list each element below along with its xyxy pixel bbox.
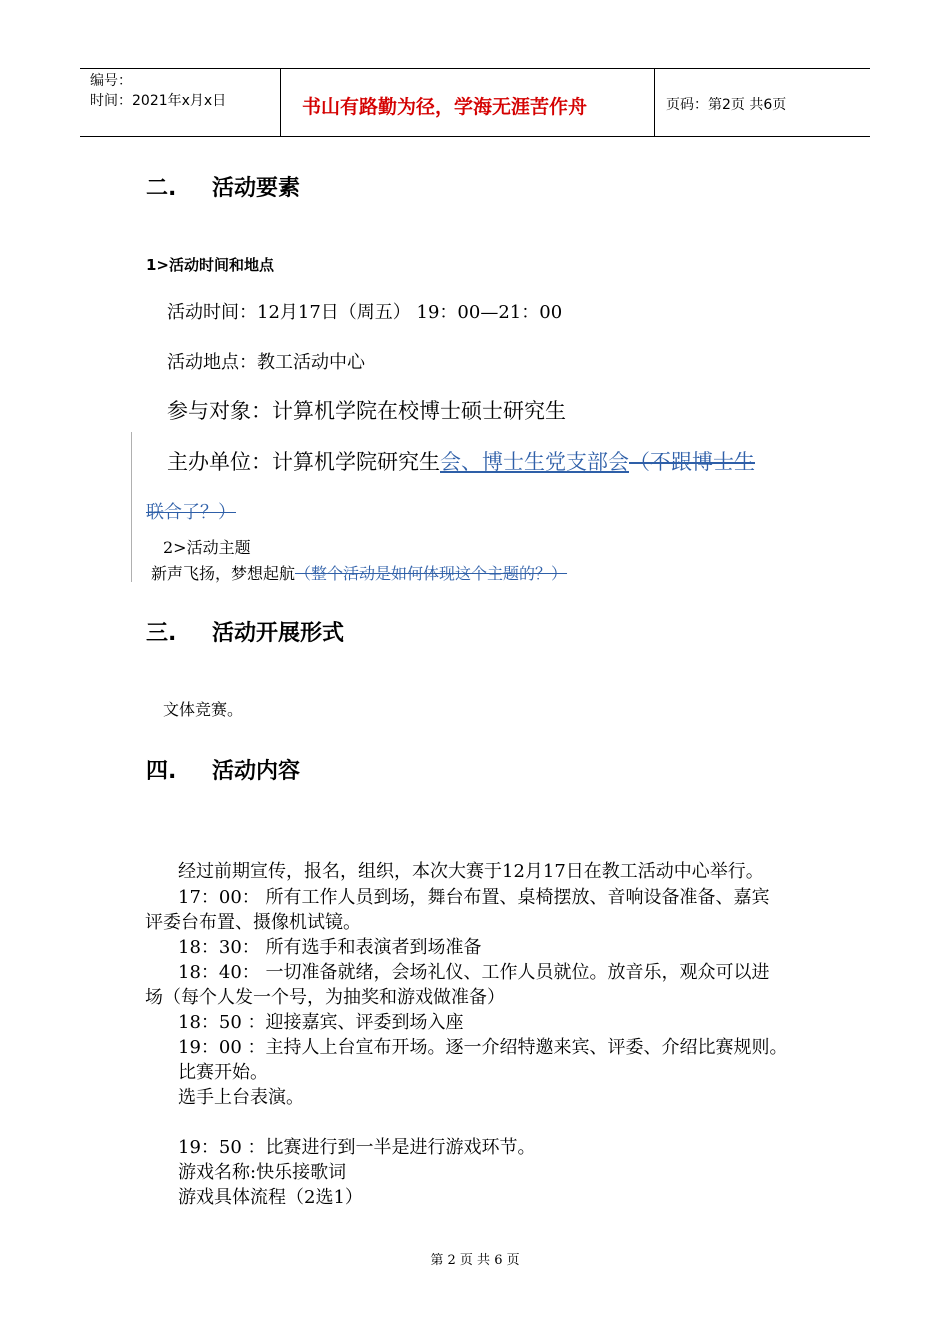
header-motto: 书山有路勤为径，学海无涯苦作舟 (302, 96, 588, 118)
deleted-text: 联合了？） (146, 502, 236, 523)
section-number: 二. (146, 176, 177, 201)
section-title: 活动内容 (212, 759, 301, 784)
divider (654, 69, 655, 136)
section-number: 四. (146, 759, 177, 784)
content-line: 经过前期宣传，报名，组织，本次大赛于12月17日在教工活动中心举行。 (178, 861, 764, 882)
content-line: 18：50 ：迎接嘉宾、评委到场入座 (178, 1012, 464, 1033)
section-number: 三. (146, 621, 177, 646)
body-text: 文体竞赛。 (163, 700, 244, 719)
section-title: 活动开展形式 (212, 621, 345, 646)
content-line: 游戏名称:快乐接歌词 (178, 1162, 347, 1183)
section-title: 活动要素 (212, 176, 301, 201)
number-label: 编号： (90, 73, 132, 89)
organizer-text: 主办单位：计算机学院研究生 (167, 450, 440, 474)
content-line: 18：30： 所有选手和表演者到场准备 (178, 937, 482, 958)
content-line: 19：00 ：主持人上台宣布开场。逐一介绍特邀来宾、评委、介绍比赛规则。 (178, 1037, 788, 1058)
time-label: 时间：2021年x月x日 (90, 93, 227, 109)
section-heading (146, 754, 300, 785)
participants: 参与对象：计算机学院在校博士硕士研究生 (167, 399, 566, 423)
section-heading (146, 616, 344, 647)
divider (280, 69, 281, 136)
theme-text: 新声飞扬，梦想起航 (151, 564, 296, 583)
revision-bar (131, 432, 132, 582)
content-line: 选手上台表演。 (178, 1087, 304, 1108)
content-line: 评委台布置、摄像机试镜。 (145, 912, 361, 933)
inserted-text: 会 (608, 450, 629, 474)
header-table (80, 68, 870, 137)
subheading-theme: 2>活动主题 (163, 538, 251, 557)
inserted-text: 会、博士生党支部 (440, 450, 608, 474)
header-page-number: 页码：第2页 共6页 (666, 97, 787, 113)
subheading: 1>活动时间和地点 (146, 256, 275, 274)
content-line: 19：50 ：比赛进行到一半是进行游戏环节。 (178, 1137, 536, 1158)
content-line: 比赛开始。 (178, 1062, 268, 1083)
content-line: 18：40： 一切准备就绪，会场礼仪、工作人员就位。放音乐，观众可以进 (178, 962, 770, 983)
organizer (167, 446, 755, 476)
theme (151, 561, 567, 584)
activity-place: 活动地点：教工活动中心 (167, 352, 365, 373)
page-footer: 第 2 页 共 6 页 (430, 1253, 520, 1268)
section-heading (146, 171, 300, 202)
deleted-text: （整个活动是如何体现这个主题的？） (295, 564, 568, 583)
content-line: 场（每个人发一个号，为抽奖和游戏做准备） (145, 987, 505, 1008)
content-line: 17：00： 所有工作人员到场，舞台布置、桌椅摆放、音响设备准备、嘉宾 (178, 887, 770, 908)
activity-time: 活动时间：12月17日（周五） 19：00—21：00 (167, 302, 563, 323)
deleted-text: （不跟博士生 (629, 450, 755, 474)
content-line: 游戏具体流程（2选1） (178, 1187, 363, 1208)
organizer-continued (146, 498, 236, 524)
header-meta (90, 71, 226, 111)
